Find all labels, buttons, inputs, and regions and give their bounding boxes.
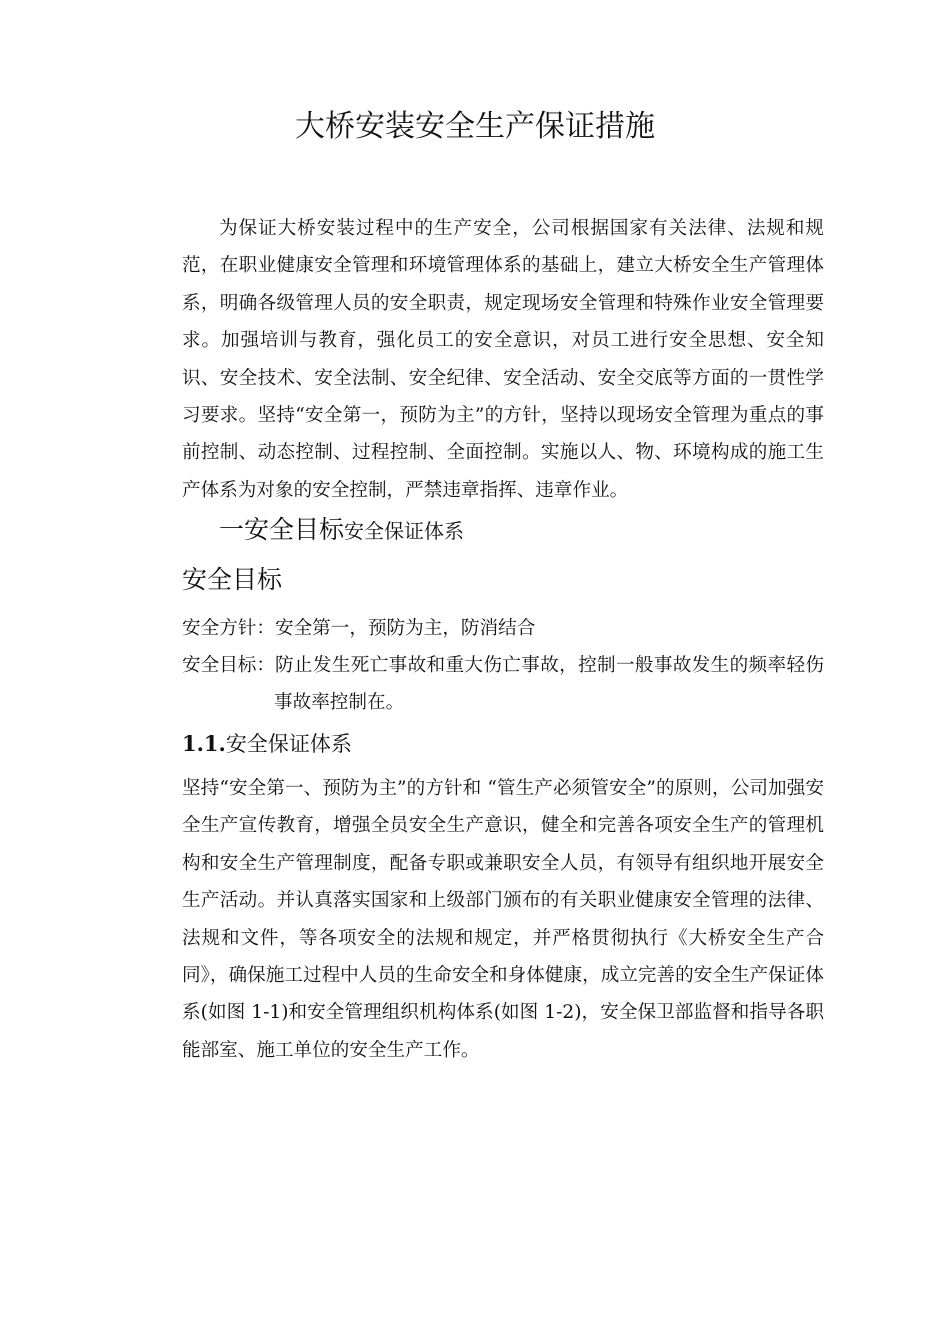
safety-goal-value: 防止发生死亡事故和重大伤亡事故，控制一般事故发生的频率轻伤事故率控制在。 bbox=[274, 655, 824, 713]
section-heading-sub: 安全保证体系 bbox=[344, 519, 465, 543]
section-1-1-heading bbox=[182, 725, 352, 763]
section-1-1-number: 1.1. bbox=[182, 731, 226, 756]
section-heading-main: 一安全目标 bbox=[219, 515, 345, 544]
safety-policy-value: 安全第一，预防为主，防消结合 bbox=[274, 618, 536, 639]
subsection-heading: 安全目标 bbox=[182, 565, 283, 594]
section-heading bbox=[219, 510, 464, 551]
section-1-1-title: 安全保证体系 bbox=[225, 732, 352, 756]
document-title: 大桥安装安全生产保证措施 bbox=[295, 109, 655, 144]
safety-policy-label: 安全方针： bbox=[182, 618, 275, 639]
safety-policy-line bbox=[182, 610, 535, 647]
safety-goal-label: 安全目标： bbox=[182, 655, 275, 676]
intro-paragraph: 为保证大桥安装过程中的生产安全，公司根据国家有关法律、法规和规范，在职业健康安全管理和环境管理体系的基础上，建立大桥安全生产管理体系，明确各级管理人员的安全职责，规定现场安全管理和特殊作业安全管理要求。加强培训与教育，强化员工的安全意识，对员工进行安全思想、安全知识、安全技术、安全法制、安全纪律、安全活动、安全交底等方面的一贯性学习要求。坚持“安全第一，预防为主”的方针，坚持以现场安全管理为重点的事前控制、动态控制、过程控制、全面控制。实施以人、物、环境构成的施工生产体系为对象的安全控制，严禁违章指挥、违章作业。 bbox=[182, 218, 824, 501]
section-1-1-paragraph: 坚持“安全第一、预防为主”的方针和 “管生产必须管安全”的原则，公司加强安全生产宣传教育，增强全员安全生产意识，健全和完善各项安全生产的管理机构和安全生产管理制度，配备专职或兼职安全人员，有领导有组织地开展安全生产活动。并认真落实国家和上级部门颁布的有关职业健康安全管理的法律、法规和文件，等各项安全的法规和规定，并严格贯彻执行《大桥安全生产合同》，确保施工过程中人员的生命安全和身体健康，成立完善的安全生产保证体系(如图 1-1)和安全管理组织机构体系(如图 1-2)，安全保卫部监督和指导各职能部室、施工单位的安全生产工作。 bbox=[182, 778, 824, 1061]
safety-goal-line bbox=[182, 647, 824, 721]
